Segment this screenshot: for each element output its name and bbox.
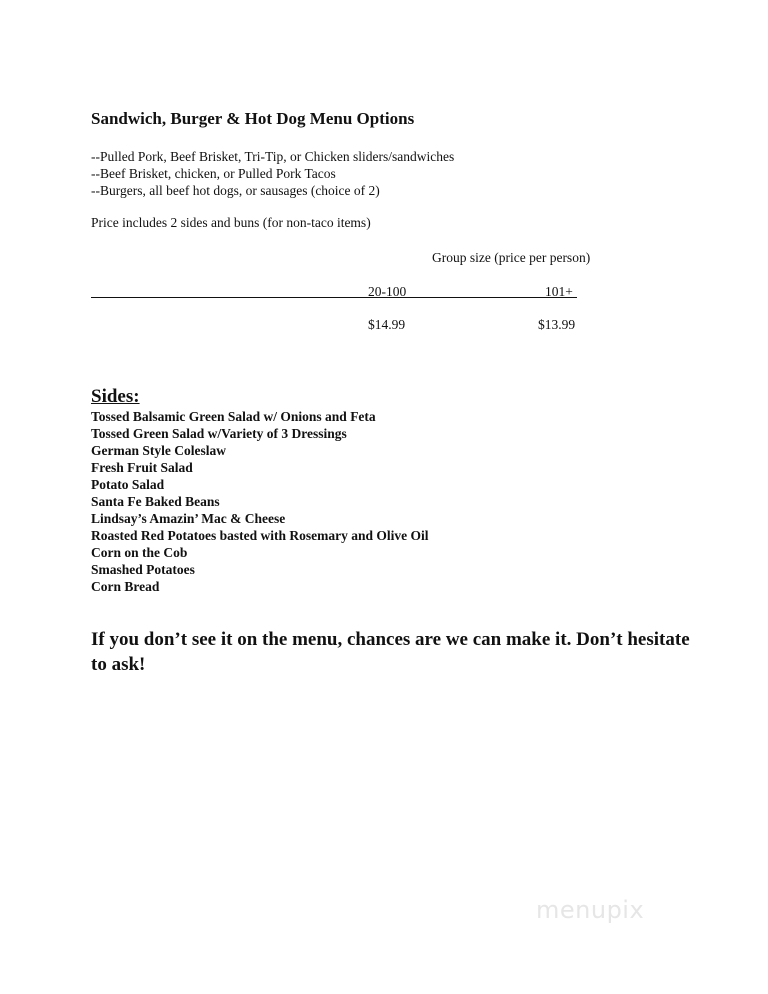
sides-list	[91, 408, 429, 595]
side-item: German Style Coleslaw	[91, 443, 226, 458]
price-value: $13.99	[538, 317, 576, 332]
price-note: Price includes 2 sides and buns (for non-taco items)	[91, 215, 371, 230]
menu-option: --Beef Brisket, chicken, or Pulled Pork Tacos	[91, 166, 336, 181]
side-item: Tossed Balsamic Green Salad w/ Onions and Feta	[91, 409, 376, 424]
side-item: Roasted Red Potatoes basted with Rosemary and Olive Oil	[91, 528, 429, 543]
menupix-watermark: menupix	[536, 896, 645, 924]
side-item: Smashed Potatoes	[91, 562, 195, 577]
pricing-divider	[91, 297, 577, 298]
menu-option: --Pulled Pork, Beef Brisket, Tri-Tip, or Chicken sliders/sandwiches	[91, 149, 455, 164]
menu-option: --Burgers, all beef hot dogs, or sausages (choice of 2)	[91, 183, 380, 198]
sides-heading: Sides:	[91, 386, 140, 407]
page-title: Sandwich, Burger & Hot Dog Menu Options	[91, 109, 415, 128]
side-item: Santa Fe Baked Beans	[91, 494, 220, 509]
menu-options-list	[91, 148, 454, 199]
side-item: Corn Bread	[91, 579, 160, 594]
side-item: Corn on the Cob	[91, 545, 188, 560]
group-size-column-header: 101+	[545, 284, 573, 299]
side-item: Potato Salad	[91, 477, 165, 492]
group-size-column-header: 20-100	[368, 284, 407, 299]
price-value: $14.99	[368, 317, 406, 332]
side-item: Tossed Green Salad w/Variety of 3 Dressings	[91, 426, 347, 441]
side-item: Lindsay’s Amazin’ Mac & Cheese	[91, 511, 286, 526]
closing-message: If you don’t see it on the menu, chances are we can make it. Don’t hesitate to ask!	[91, 629, 690, 675]
side-item: Fresh Fruit Salad	[91, 460, 193, 475]
group-size-label: Group size (price per person)	[432, 250, 591, 265]
